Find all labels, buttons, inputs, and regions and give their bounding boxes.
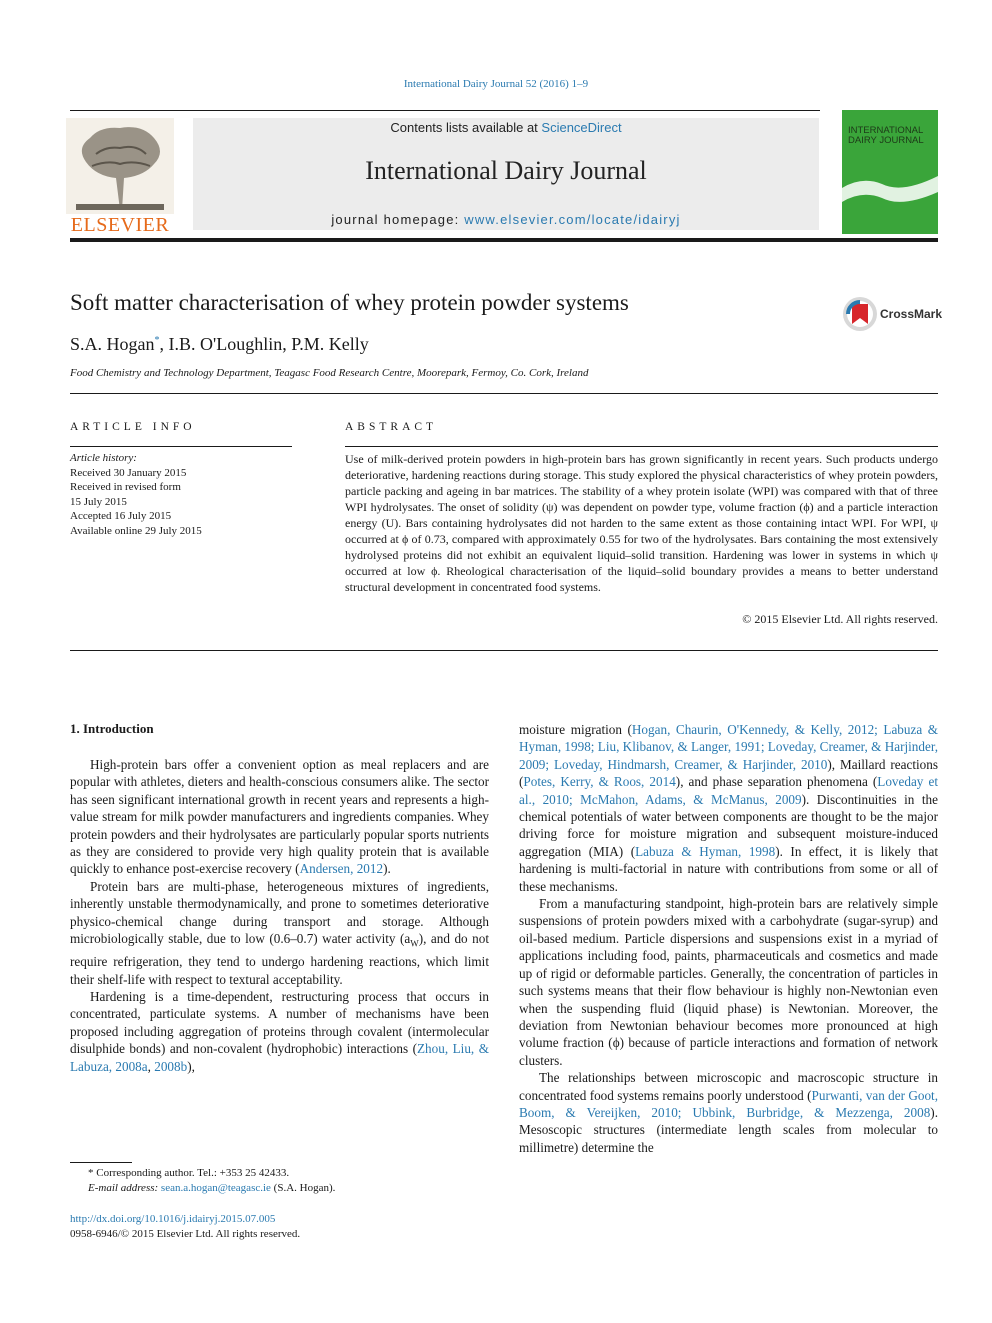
homepage-link[interactable]: www.elsevier.com/locate/idairyj: [464, 212, 681, 227]
homepage-prefix: journal homepage:: [331, 212, 465, 227]
citation-link[interactable]: Purwanti, van der Goot, Boom, & Vereijken, 2010; Ubbink, Burbridge, & Mezzenga, 2008: [519, 1087, 939, 1120]
history-item: Available online 29 July 2015: [70, 524, 202, 537]
paragraph-text: ). In effect, it is likely that hardening is multi-factorial in nature with contributions from some or all of these mechanisms.: [519, 843, 938, 894]
title-rule: [70, 393, 938, 394]
history-item: 15 July 2015: [70, 495, 127, 508]
paragraph-text: From a manufacturing standpoint, high-protein bars are relatively simple suspensions of protein powders mixed with a carbohydrate (sugar-syrup) and oil-based medium. Particle dispersions and suspensions exist in a myriad of applications including food, paints, pharmaceuticals and cosmetics and made up of rigid or deformable particles. Generally, the concentration of particles in such systems means that their flow behaviour is highly non-Newtonian even when the suspending fluid (liquid phase) is Newtonian. Moreover, the deviation from Newtonian behaviour becomes more pronounced at high volume fraction (ϕ) because of particle interactions and formation of network clusters.: [519, 896, 938, 1068]
email-link[interactable]: sean.a.hogan@teagasc.ie: [160, 1182, 271, 1194]
article-history-label: Article history:: [70, 452, 137, 464]
contents-line: [193, 120, 819, 135]
corresponding-author-mark[interactable]: *: [154, 335, 160, 346]
elsevier-wordmark: ELSEVIER: [70, 214, 170, 236]
paragraph-text: ), and phase separation phenomena (: [675, 774, 878, 790]
article-info-heading: ARTICLE INFO: [70, 421, 196, 433]
abstract-bottom-rule: [70, 650, 938, 651]
history-item: Received in revised form: [70, 481, 181, 493]
body-column-right: [519, 721, 938, 1156]
doi-link[interactable]: http://dx.doi.org/10.1016/j.idairyj.2015.07.005: [70, 1213, 276, 1225]
article-history: [70, 451, 310, 538]
paragraph-text: moisture migration (: [519, 722, 632, 737]
footnote-rule: [70, 1162, 132, 1163]
paragraph: [70, 756, 489, 878]
citation-link[interactable]: Loveday et al., 2010; McMahon, Adams, & McManus, 2009: [519, 774, 938, 807]
paragraph: [70, 988, 489, 1075]
citation-link[interactable]: Andersen, 2012: [299, 861, 384, 877]
paragraph-text: ).: [383, 861, 391, 877]
journal-cover-thumbnail[interactable]: [842, 110, 938, 234]
article-info-rule: [70, 446, 292, 447]
header-rule-thin: [70, 110, 820, 111]
paragraph: [70, 878, 489, 988]
abstract-text: Use of milk-derived protein powders in high-protein bars has grown significantly in recent years. Such products undergo deteriorative, hardening reactions during storage. This study explored the physical characteristics of whey protein powders, particle packing and ageing in bar matrices. The stability of a whey protein isolate (WPI) was compared with that of three WPI hydrolysates. The onset of solidity (ψ) was dependent on powder type, volume fraction (ϕ) and a particle interaction energy (U). Bars containing hydrolysates did not harden to the same extent as those containing intact WPI. For WPI, ψ occurred at ϕ of 0.73, compared with approximately 0.55 for two of the hydrolysates. Bars containing the most extensively hydrolysed proteins did not exhibit an equivalent liquid–solid transition. Hardening was lower in systems in which ψ occurred at low ϕ. Rheological characterisation of the liquid–solid boundary provides a means to better understand structural development in concentrated food systems.: [345, 452, 938, 594]
crossmark-badge[interactable]: [842, 296, 942, 336]
paragraph-text: ),: [187, 1058, 195, 1074]
crossmark-label: CrossMark: [880, 307, 943, 321]
journal-citation-link[interactable]: International Dairy Journal 52 (2016) 1–9: [403, 78, 589, 90]
doi-block: [70, 1212, 300, 1242]
citation-link[interactable]: 2008b: [154, 1058, 188, 1074]
history-item: Received 30 January 2015: [70, 466, 187, 479]
author-hogan[interactable]: S.A. Hogan: [70, 334, 155, 354]
email-suffix: (S.A. Hogan).: [270, 1182, 336, 1194]
paragraph-text: ). Discontinuities in the chemical potentials of water between components are thought to be the major driving force for moisture migration and subsequent moisture-induced aggregation (MIA) (: [519, 791, 938, 859]
issn-line: 0958-6946/© 2015 Elsevier Ltd. All rights reserved.: [70, 1228, 301, 1240]
elsevier-logo[interactable]: [66, 118, 174, 236]
journal-homepage: [193, 212, 819, 227]
citation-link[interactable]: Labuza & Hyman, 1998: [635, 843, 776, 859]
author-others: , I.B. O'Loughlin, P.M. Kelly: [159, 334, 369, 354]
paragraph: [519, 895, 938, 1069]
paragraph-text: High-protein bars offer a convenient option as meal replacers and are popular with athletes, dieters and health-conscious consumers alike. The sector has seen significant international growth in recent years and represents a high-value stream for milk powder manufacturers and ingredients companies. Whey protein powders and their hydrolysates are particularly popular sports nutrients as they are considered to provide very high quality protein that is available quickly to enhance post-exercise recovery (: [70, 757, 489, 877]
email-label: E-mail address:: [88, 1182, 161, 1194]
header-rule-thick: [70, 238, 938, 242]
subscript-w: W: [410, 938, 419, 949]
author-affiliation: Food Chemistry and Technology Department, Teagasc Food Research Centre, Moorepark, Fermoy, Co. Cork, Ireland: [70, 367, 589, 379]
citation-link[interactable]: Potes, Kerry, & Roos, 2014: [523, 774, 676, 790]
article-title: Soft matter characterisation of whey protein powder systems: [70, 290, 629, 315]
history-item: Accepted 16 July 2015: [70, 510, 172, 522]
contents-prefix: Contents lists available at: [390, 120, 542, 135]
abstract-copyright: © 2015 Elsevier Ltd. All rights reserved.: [742, 612, 938, 626]
cover-wave-icon: [842, 110, 938, 234]
journal-title: International Dairy Journal: [365, 156, 647, 185]
citation-link[interactable]: Zhou, Liu, & Labuza, 2008a: [70, 1041, 489, 1074]
citation-link[interactable]: Hogan, Chaurin, O'Kennedy, & Kelly, 2012; Labuza & Hyman, 1998; Liu, Klibanov, & Langer, 1991; Loveday, Creamer, & Harjinder, 2009; Loveday, Hindmarsh, Creamer, & Harjinder, 2010: [519, 722, 938, 772]
corresponding-author-note: * Corresponding author. Tel.: +353 25 42433.: [88, 1167, 290, 1179]
abstract-rule: [345, 446, 938, 447]
paragraph-text: ,: [147, 1058, 155, 1074]
paragraph-text: The relationships between microscopic and macroscopic structure in concentrated food systems remains poorly understood (: [519, 1070, 938, 1103]
introduction-heading: 1. Introduction: [70, 721, 154, 736]
paragraph-text: ), Maillard reactions (: [519, 756, 938, 790]
cover-title: INTERNATIONAL DAIRY JOURNAL: [848, 125, 924, 146]
paragraph: [519, 1069, 938, 1156]
footnote: [70, 1166, 489, 1196]
paragraph-text: Hardening is a time-dependent, restructuring process that occurs in concentrated, particulate systems. A number of mechanisms have been proposed including aggregation of proteins through covalent (intermolecular disulphide bonds) and non-covalent (hydrophobic) interactions (: [70, 988, 489, 1057]
paragraph-text: ), and do not require refrigeration, they tend to undergo hardening reactions, which limit their shelf-life with respect to textural acceptability.: [70, 931, 489, 987]
paragraph: [519, 721, 938, 895]
elsevier-tree-icon: [66, 118, 174, 214]
crossmark-icon: [842, 296, 878, 332]
body-column-left: [70, 756, 489, 1075]
abstract-heading: ABSTRACT: [345, 421, 438, 433]
email-note: [70, 1181, 489, 1196]
paragraph-text: ). Mesoscopic structures (intermediate length scales from molecular to millimetre) determine the: [519, 1104, 938, 1155]
sciencedirect-link[interactable]: ScienceDirect: [541, 120, 622, 135]
author-list: [70, 334, 369, 355]
paragraph-text: Protein bars are multi-phase, heterogeneous mixtures of ingredients, inherently unstable thermodynamically, and prone to sometimes deteriorative physico-chemical change during transport and storage. Although microbiologically stable, due to low (0.6–0.7) water activity (a: [70, 878, 489, 947]
